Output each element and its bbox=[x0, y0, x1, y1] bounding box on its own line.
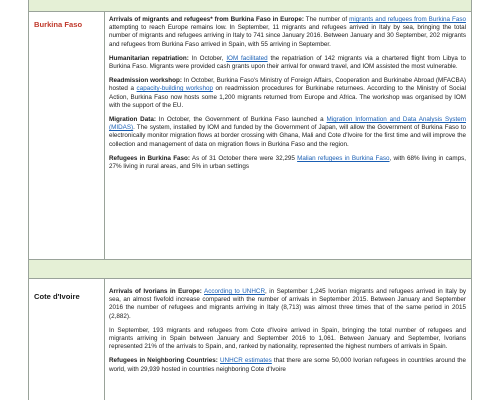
paragraph-heading: Readmission workshop: bbox=[109, 77, 182, 85]
paragraph-arrivals bbox=[109, 16, 466, 49]
paragraph-neighboring-refugees bbox=[109, 357, 466, 373]
paragraph-heading: Refugees in Neighboring Countries: bbox=[109, 357, 218, 365]
country-label-burkina-faso: Burkina Faso bbox=[34, 20, 83, 29]
paragraph-spain-arrivals: In September, 193 migrants and refugees from Cote d'Ivoire arrived in Spain, bringing the total number of refugees and migrants arriving in Spain between January and September 2016 to 1,061. Between January and September, Ivorians represented 21% of the arrivals to Spain, and, ranked by nationality, represented the highest numbers of arrivals in Spain. bbox=[109, 326, 466, 351]
link-midas[interactable]: Migration Information and Data Analysis System (MIDAS) bbox=[109, 116, 466, 132]
paragraph-migration-data bbox=[109, 116, 466, 149]
paragraph-refugees bbox=[109, 155, 466, 171]
paragraph-text: In October, bbox=[188, 54, 227, 62]
table-border bbox=[471, 0, 472, 400]
paragraph-text: , in September 1,245 Ivorian migrants and refugees arrived in Italy by sea, an almost fivefold increase compared with the number of arrivals in September 2015. Between January and September 2016 the number of refugees and migrants arriving in Italy (8,713) was almost three times that of the same period in 2015 (2,882). bbox=[109, 288, 466, 320]
paragraph-repatriation bbox=[109, 55, 466, 71]
link-according-to-unhcr[interactable]: According to UNHCR bbox=[204, 288, 265, 295]
table-border bbox=[28, 11, 472, 12]
paragraph-text: In October, Burkina Faso's Ministry of Foreign Affairs, Cooperation and Burkinabe Abroad (MFACBA) hosted a bbox=[109, 77, 466, 93]
link-migrants-refugees-burkina[interactable]: migrants and refugees from Burkina Faso bbox=[349, 16, 466, 23]
paragraph-text: that there are some 50,000 Ivorian refugees in countries around the world, with 29,939 hosted in countries neighboring Cote d'Ivoire bbox=[109, 357, 466, 373]
burkina-faso-content bbox=[109, 16, 466, 177]
paragraph-readmission bbox=[109, 77, 466, 110]
link-iom-facilitated[interactable]: IOM facilitated bbox=[226, 54, 268, 62]
paragraph-arrivals-ivorians bbox=[109, 288, 466, 321]
table-border bbox=[104, 11, 105, 259]
table-border bbox=[28, 0, 29, 400]
link-malian-refugees[interactable]: Malian refugees in Burkina Faso bbox=[297, 154, 390, 162]
cote-divoire-content bbox=[109, 288, 466, 380]
paragraph-text: , with 68% living in camps, 27% living in rural areas, and 5% in urban settings bbox=[109, 154, 466, 171]
paragraph-heading: Migration Data: bbox=[109, 116, 156, 124]
paragraph-text: . The system, installed by IOM and funded by the Government of Japan, will allow the Government of Burkina Faso to electronically monitor migration flows at border crossing with Ghana, Mali and Cote d'Ivoire for the first time and will improve the collection and management of data on migration flows in Burkina Faso and the region. bbox=[109, 124, 466, 148]
table-border bbox=[28, 278, 472, 279]
paragraph-text: the repatriation of 142 migrants via a chartered flight from Libya to Burkina Faso. Migrants were provided cash grants upon their arrival for onward travel, and IOM assisted the most vulnerable. bbox=[109, 54, 466, 71]
paragraph-heading: Arrivals of Ivorians in Europe: bbox=[109, 288, 202, 295]
table-separator-band bbox=[28, 260, 472, 278]
paragraph-heading: Arrivals of migrants and refugees* from Burkina Faso in Europe: bbox=[109, 16, 304, 23]
paragraph-heading: Humanitarian repatriation: bbox=[109, 54, 189, 62]
paragraph-text: The number of bbox=[303, 16, 350, 23]
table-border bbox=[104, 278, 105, 400]
table-top-strip bbox=[28, 0, 472, 11]
paragraph-text: on readmission procedures for Burkinabe returnees. According to the Ministry of Social Action, Burkina Faso now hosts some 1,200 migrants returned from Europe and Africa. The workshop was organised by IOM with the support of the EU. bbox=[109, 85, 466, 109]
paragraph-text: As of 31 October there were 32,295 bbox=[190, 154, 298, 162]
paragraph-text: attempting to reach Europe remains low. In September, 11 migrants and refugees arrived in Italy by sea, bringing the total number of migrants and refugees arriving in Italy to 741 since January 2016. Between January and 30 September, 202 migrants and refugees from Burkina Faso arrived in Spain, with 55 arriving in September. bbox=[109, 24, 466, 48]
link-capacity-building-workshop[interactable]: capacity-building workshop bbox=[136, 85, 213, 93]
country-label-cote-divoire: Cote d'Ivoire bbox=[34, 292, 80, 301]
paragraph-heading: Refugees in Burkina Faso: bbox=[109, 154, 190, 162]
paragraph-text: In October, the Government of Burkina Faso launched a bbox=[155, 116, 327, 124]
link-unhcr-estimates[interactable]: UNHCR estimates bbox=[220, 357, 272, 365]
